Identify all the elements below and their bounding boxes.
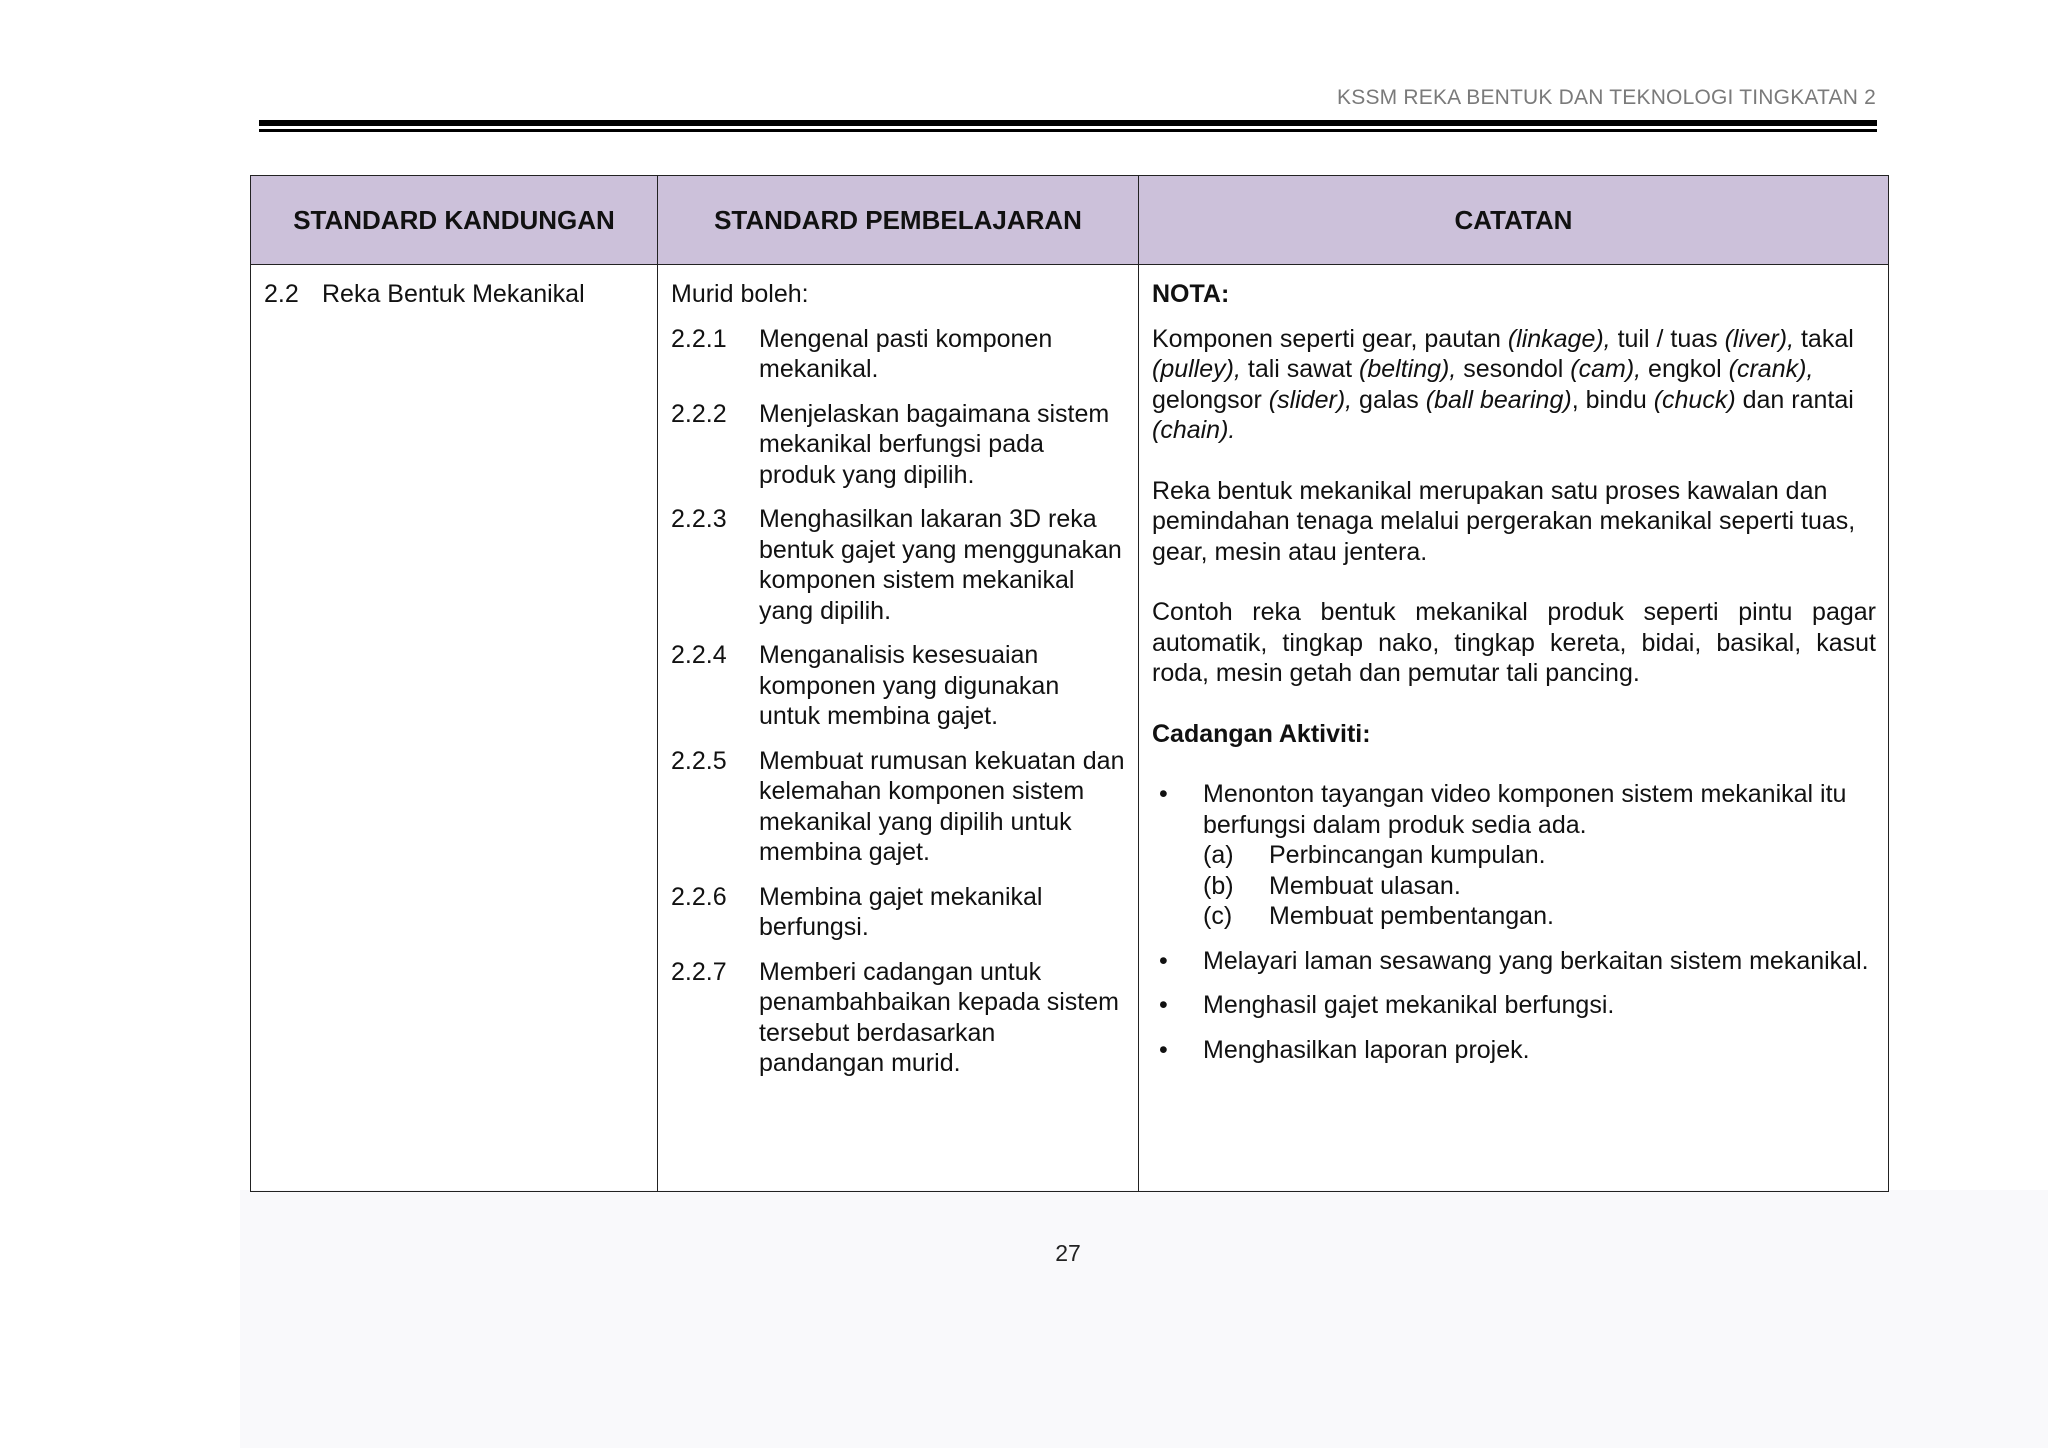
activity-sub-item xyxy=(1203,840,1876,871)
activity-sub-label: (a) xyxy=(1203,841,1234,869)
learning-standard-text: Memberi cadangan untuk penambahbaikan kepada sistem tersebut berdasarkan pandangan murid. xyxy=(759,957,1119,1077)
learning-standard-code: 2.2.1 xyxy=(671,324,727,353)
learning-standard-code: 2.2.7 xyxy=(671,957,727,986)
header-rule-thick xyxy=(259,120,1877,126)
header-rule-thin xyxy=(259,129,1877,132)
activity-text: Menghasil gajet mekanikal berfungsi. xyxy=(1203,991,1615,1019)
page-number: 27 xyxy=(1055,1240,1081,1266)
activity-text: Melayari laman sesawang yang berkaitan sistem mekanikal. xyxy=(1203,946,1869,975)
activity-text: Menonton tayangan video komponen sistem mekanikal itu berfungsi dalam produk sedia ada. xyxy=(1203,780,1847,839)
learning-standard-lead: Murid boleh: xyxy=(671,280,809,308)
table-row xyxy=(251,265,1889,1192)
bullet-icon: • xyxy=(1159,1035,1168,1064)
nota-title: NOTA: xyxy=(1152,280,1230,308)
learning-standard-text: Membuat rumusan kekuatan dan kelemahan komponen sistem mekanikal yang dipilih untuk membina gajet. xyxy=(759,746,1125,866)
learning-standard-code: 2.2.2 xyxy=(671,399,727,428)
activity-item xyxy=(1152,779,1876,932)
catatan-cell xyxy=(1139,265,1889,1192)
activity-sub-label: (b) xyxy=(1203,871,1234,900)
learning-standard-text: Membina gajet mekanikal berfungsi. xyxy=(759,882,1043,941)
learning-standard-text: Mengenal pasti komponen mekanikal. xyxy=(759,324,1053,383)
curriculum-table xyxy=(250,175,1889,1192)
learning-standard-item xyxy=(671,640,1126,732)
standard-kandungan-cell xyxy=(251,265,658,1192)
column-header-standard-pembelajaran: STANDARD PEMBELAJARAN xyxy=(658,176,1139,265)
activity-item xyxy=(1152,1035,1876,1066)
activity-sub-text: Membuat ulasan. xyxy=(1269,871,1461,900)
standard-pembelajaran-cell xyxy=(658,265,1139,1192)
learning-standard-code: 2.2.3 xyxy=(671,505,727,533)
learning-standard-text: Menganalisis kesesuaian komponen yang digunakan untuk membina gajet. xyxy=(759,641,1060,730)
nota-components-paragraph: Komponen seperti gear, pautan (linkage), tuil / tuas (liver), takal (pulley), tali sawat (belting), sesondol (cam), engkol (crank), gelongsor (slider), galas (ball bearing), bindu (chuck) dan rantai (chain). xyxy=(1152,324,1854,444)
nota-definition-paragraph: Reka bentuk mekanikal merupakan satu proses kawalan dan pemindahan tenaga melalui pergerakan mekanikal seperti tuas, gear, mesin atau jentera. xyxy=(1152,476,1856,566)
activity-sub-text: Membuat pembentangan. xyxy=(1269,902,1554,930)
bullet-icon: • xyxy=(1159,991,1168,1019)
activity-sub-item xyxy=(1203,901,1876,932)
bullet-icon: • xyxy=(1159,780,1168,808)
learning-standard-text: Menghasilkan lakaran 3D reka bentuk gajet yang menggunakan komponen sistem mekanikal yang dipilih. xyxy=(759,505,1122,625)
page-background-tint xyxy=(240,1190,2048,1448)
activities-title: Cadangan Aktiviti: xyxy=(1152,719,1371,748)
learning-standard-item xyxy=(671,882,1126,943)
activity-item xyxy=(1152,946,1876,977)
learning-standard-item xyxy=(671,957,1126,1079)
learning-standard-code: 2.2.6 xyxy=(671,882,727,911)
learning-standard-item xyxy=(671,504,1126,626)
content-standard-number: 2.2 xyxy=(264,280,299,308)
learning-standard-item xyxy=(671,324,1126,385)
activity-text: Menghasilkan laporan projek. xyxy=(1203,1035,1530,1064)
activity-sub-item xyxy=(1203,871,1876,902)
learning-standard-item xyxy=(671,746,1126,868)
table-header-row xyxy=(251,176,1889,265)
activity-sub-label: (c) xyxy=(1203,902,1233,930)
content-standard-title: Reka Bentuk Mekanikal xyxy=(322,280,585,308)
learning-standard-code: 2.2.5 xyxy=(671,746,727,775)
bullet-icon: • xyxy=(1159,946,1168,975)
activity-item xyxy=(1152,990,1876,1021)
column-header-catatan: CATATAN xyxy=(1139,176,1889,265)
learning-standard-text: Menjelaskan bagaimana sistem mekanikal berfungsi pada produk yang dipilih. xyxy=(759,399,1110,489)
learning-standard-item xyxy=(671,399,1126,491)
learning-standard-code: 2.2.4 xyxy=(671,641,727,669)
column-header-standard-kandungan: STANDARD KANDUNGAN xyxy=(251,176,658,265)
nota-examples-paragraph: Contoh reka bentuk mekanikal produk seperti pintu pagar automatik, tingkap nako, tingkap kereta, bidai, basikal, kasut roda, mesin getah dan pemutar tali pancing. xyxy=(1152,598,1876,687)
document-header: KSSM REKA BENTUK DAN TEKNOLOGI TINGKATAN 2 xyxy=(1337,86,1876,109)
activity-sub-text: Perbincangan kumpulan. xyxy=(1269,841,1546,869)
